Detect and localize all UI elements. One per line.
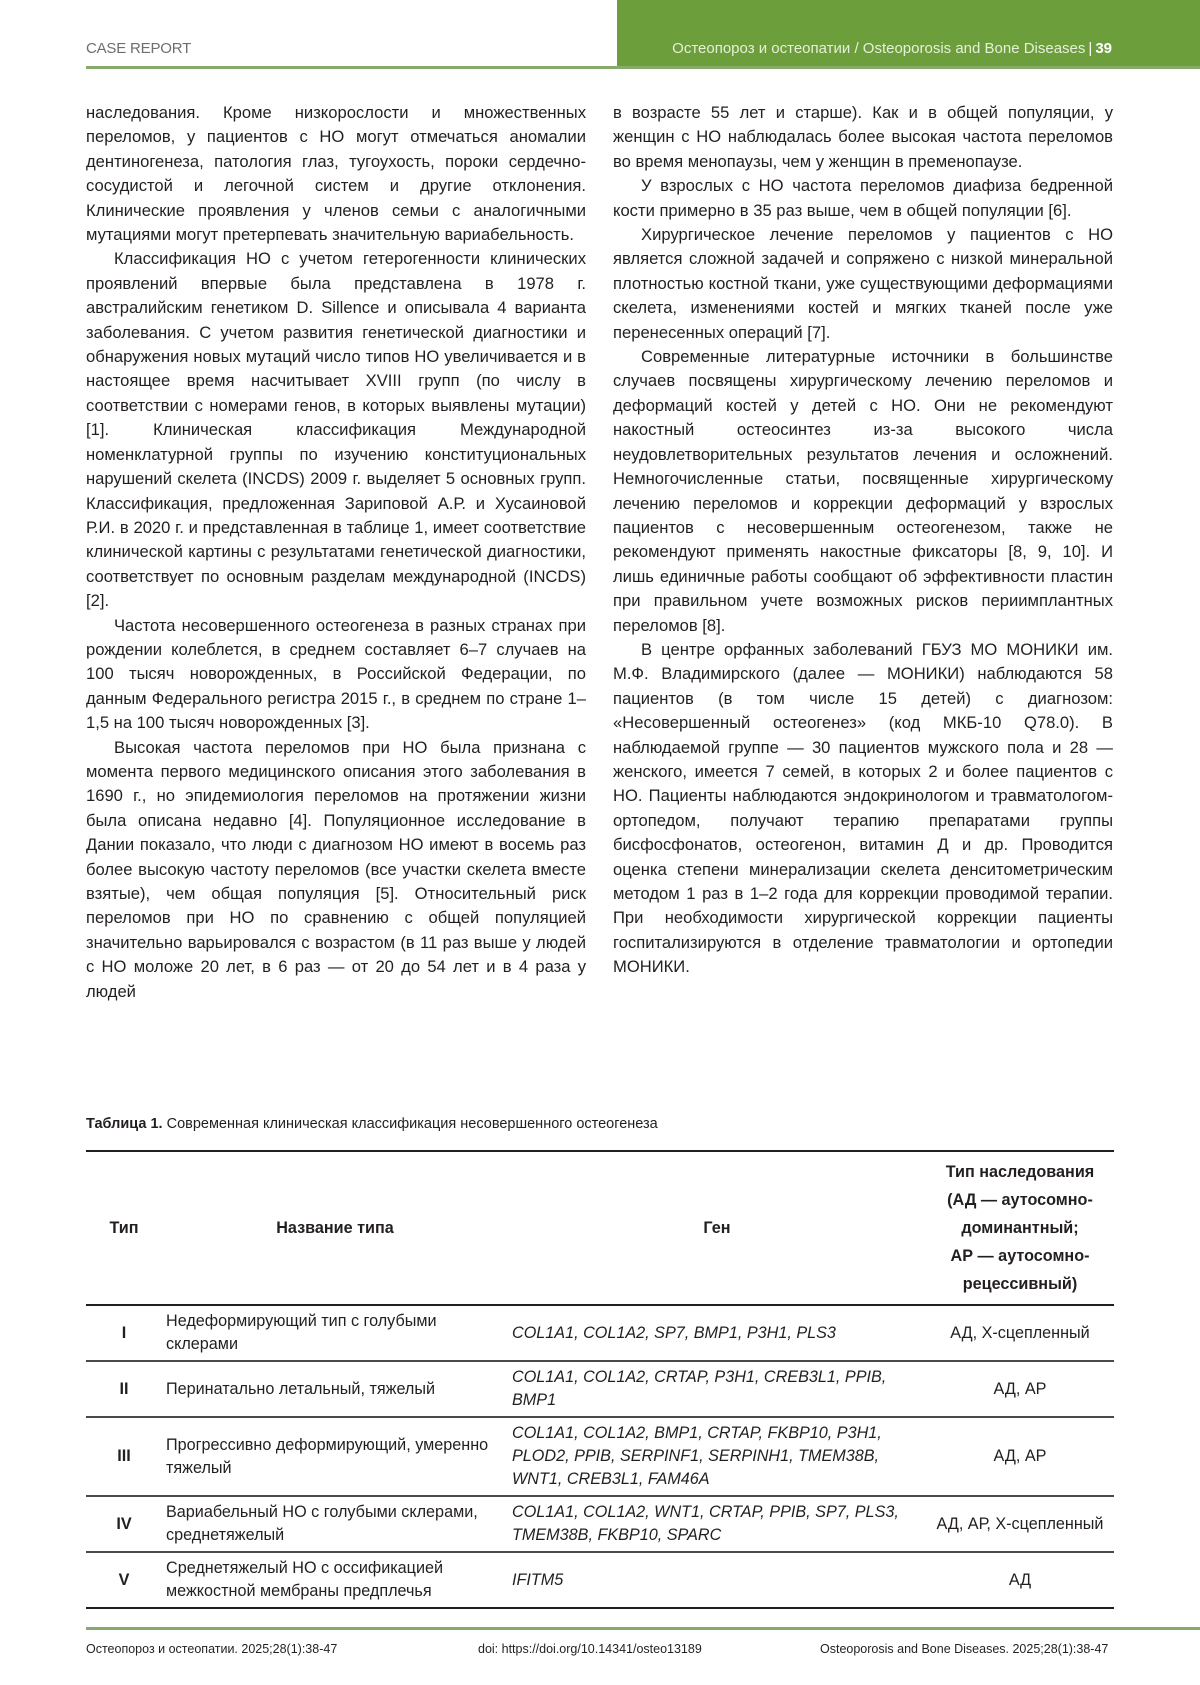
table-caption [86,1116,658,1132]
paragraph: Хирургическое лечение переломов у пациентов с НО является сложной задачей и сопряжено с низкой минеральной плотностью костной ткани, уже существующими деформациями скелета, изменениями костей и мягких тканей после уже перенесенных операций [7]. [613,225,1113,342]
cell-inheritance: АД [1008,1570,1032,1589]
cell-gene: IFITM5 [512,1570,564,1589]
paragraph: Высокая частота переломов при НО была признана с момента первого медицинского описания этого заболевания в 1690 г., но эпидемиология переломов на протяжении жизни была описана недавно [4]. Популяционное исследование в Дании показало, что люди с диагнозом НО имеют в восемь раз более высокую частоту переломов (все участки скелета вместе взятые), чем общая популяция [5]. Относительный риск переломов при НО по сравнению с общей популяцией значительно варьировался с возрастом (в 11 раз выше у людей с НО моложе 20 лет, в 6 раз — от 20 до 54 лет и в 4 раза у людей [86,737,586,1001]
footer-doi-link[interactable]: doi: https://doi.org/10.14341/osteo13189 [478,1642,702,1656]
footer-rule [86,1627,1200,1630]
section-label: CASE REPORT [86,40,192,57]
paragraph: Современные литературные источники в большинстве случаев посвящены хирургическому лечению переломов и деформаций костей у детей с НО. Они не рекомендуют накостный остеосинтез из-за высокого числа неудовлетворительных результатов лечения и осложнений. Немногочисленные статьи, посвященные хирургическому лечению переломов и коррекции деформаций у взрослых пациентов с несовершенным остеогенезом, также не рекомендуют применять накостные фиксаторы [8, 9, 10]. И лишь единичные работы сообщают об эффективности пластин при правильном учете возможных рисков периимплантных переломов [8]. [613,347,1113,635]
header-inheritance [926,1151,1114,1305]
left-text-column [86,101,586,1004]
cell-gene: COL1A1, COL1A2, CRTAP, P3H1, CREB3L1, PPIB, BMP1 [512,1368,887,1409]
right-text-column [613,101,1113,980]
table-caption-text: Современная клиническая классификация несовершенного остеогенеза [162,1116,658,1132]
header-inheritance-line: доминантный; [961,1219,1079,1237]
classification-table [86,1150,1114,1609]
cell-name: Среднетяжелый НО с оссификацией межкостной мембраны предплечья [166,1559,444,1600]
table-row [86,1361,1114,1417]
cell-inheritance: АД, АР [993,1379,1047,1398]
paragraph: В центре орфанных заболеваний ГБУЗ МО МОНИКИ им. М.Ф. Владимирского (далее — МОНИКИ) наблюдаются 58 пациентов (в том числе 15 детей) с диагнозом: «Несовершенный остеогенез» (код МКБ-10 Q78.0). В наблюдаемой группе — 30 пациентов мужского пола и 28 — женского, имеется 7 семей, в которых 2 и более пациентов с НО. Пациенты наблюдаются эндокринологом и травматологом-ортопедом, получают терапию препаратами группы бисфосфонатов, остеогенон, витамин Д и др. Проводится оценка степени минерализации скелета денситометрическим методом 1 раз в 1–2 года для коррекции проводимой терапии. При необходимости хирургической коррекции пациенты госпитализируются в отделение травматологии и ортопедии МОНИКИ. [613,639,1113,977]
header-name: Название типа [276,1219,394,1237]
footer-citation-en: Osteoporosis and Bone Diseases. 2025;28(1):38-47 [820,1642,1109,1656]
table-row [86,1496,1114,1552]
cell-type: II [119,1379,129,1398]
paragraph: Классификация НО с учетом гетерогенности клинических проявлений впервые была представлена в 1978 г. австралийским генетиком D. Sillence и описывала 4 варианта заболевания. С учетом развития генетической диагностики и обнаружения новых мутаций число типов НО увеличивается и в настоящее время насчитывает XVIII групп (по числу в соответствии с номерами генов, в которых выявлены мутации) [1]. Клиническая классификация Международной номенклатурной группы по изучению конституциональных нарушений скелета (INCDS) 2009 г. выделяет 5 основных групп. Классификация, предложенная Зариповой А.Р. и Хусаиновой Р.И. в 2020 г. и представленная в таблице 1, имеет соответствие клинической картины с результатами генетической диагностики, соответствует по основным разделам международной (INCDS) [2]. [86,249,586,611]
cell-name: Вариабельный НО с голубыми склерами, среднетяжелый [166,1503,478,1544]
table-header-row [86,1151,1114,1305]
paragraph: в возрасте 55 лет и старше). Как и в общей популяции, у женщин с НО наблюдалась более высокая частота переломов во время менопаузы, чем у женщин в пременопаузе. [613,103,1113,171]
cell-gene: COL1A1, COL1A2, BMP1, CRTAP, FKBP10, P3H1, PLOD2, PPIB, SERPINF1, SERPINH1, TMEM38B, WNT1, CREB3L1, FAM46A [512,1424,882,1488]
cell-inheritance: АД, АР [993,1447,1047,1465]
journal-title: Остеопороз и остеопатии / Osteoporosis and Bone Diseases [672,40,1086,57]
paragraph: наследования. Кроме низкорослости и множественных переломов, у пациентов с НО могут отмечаться аномалии дентиногенеза, патология глаз, тугоухость, пороки сердечно-сосудистой и легочной систем и другие отклонения. Клинические проявления у членов семьи с аналогичными мутациями могут претерпевать значительную вариабельность. [86,103,586,245]
cell-type: IV [116,1514,132,1533]
header-inheritance-line: (АД — аутосомно- [947,1191,1093,1209]
header-gene: Ген [703,1219,731,1237]
cell-gene: COL1A1, COL1A2, WNT1, CRTAP, PPIB, SP7, PLS3, TMEM38B, FKBP10, SPARC [512,1503,899,1544]
cell-name: Недеформирующий тип с голубыми склерами [166,1312,437,1353]
table-row [86,1417,1114,1496]
cell-name: Прогрессивно деформирующий, умеренно тяжелый [166,1435,489,1477]
cell-type: I [121,1323,127,1342]
header-rule [86,66,1200,69]
page-number: 39 [1095,40,1112,57]
journal-running-head [672,40,1112,57]
cell-inheritance: АД, Х-сцепленный [950,1323,1090,1342]
table-row [86,1305,1114,1361]
cell-gene: COL1A1, COL1A2, SP7, BMP1, P3H1, PLS3 [512,1323,836,1342]
paragraph: У взрослых с НО частота переломов диафиза бедренной кости примерно в 35 раз выше, чем в общей популяции [6]. [613,176,1113,220]
table-caption-label: Таблица 1. [86,1116,163,1132]
header-type: Тип [109,1219,139,1237]
header-separator: | [1088,40,1093,57]
table-row [86,1552,1114,1608]
cell-inheritance: АД, АР, Х-сцепленный [936,1514,1104,1533]
footer-citation-ru: Остеопороз и остеопатии. 2025;28(1):38-47 [86,1642,338,1656]
cell-type: V [118,1570,130,1589]
cell-type: III [117,1447,131,1465]
paragraph: Частота несовершенного остеогенеза в разных странах при рождении колеблется, в среднем составляет 6–7 случаев на 100 тысяч новорожденных, в Российской Федерации, по данным Федерального регистра 2015 г., в среднем по стране 1–1,5 на 100 тысяч новорожденных [3]. [86,615,586,733]
cell-name: Перинатально летальный, тяжелый [166,1379,436,1398]
header-inheritance-line: рецессивный) [962,1275,1078,1293]
header-inheritance-line: Тип наследования [945,1163,1095,1181]
header-inheritance-line: АР — аутосомно- [950,1247,1090,1265]
